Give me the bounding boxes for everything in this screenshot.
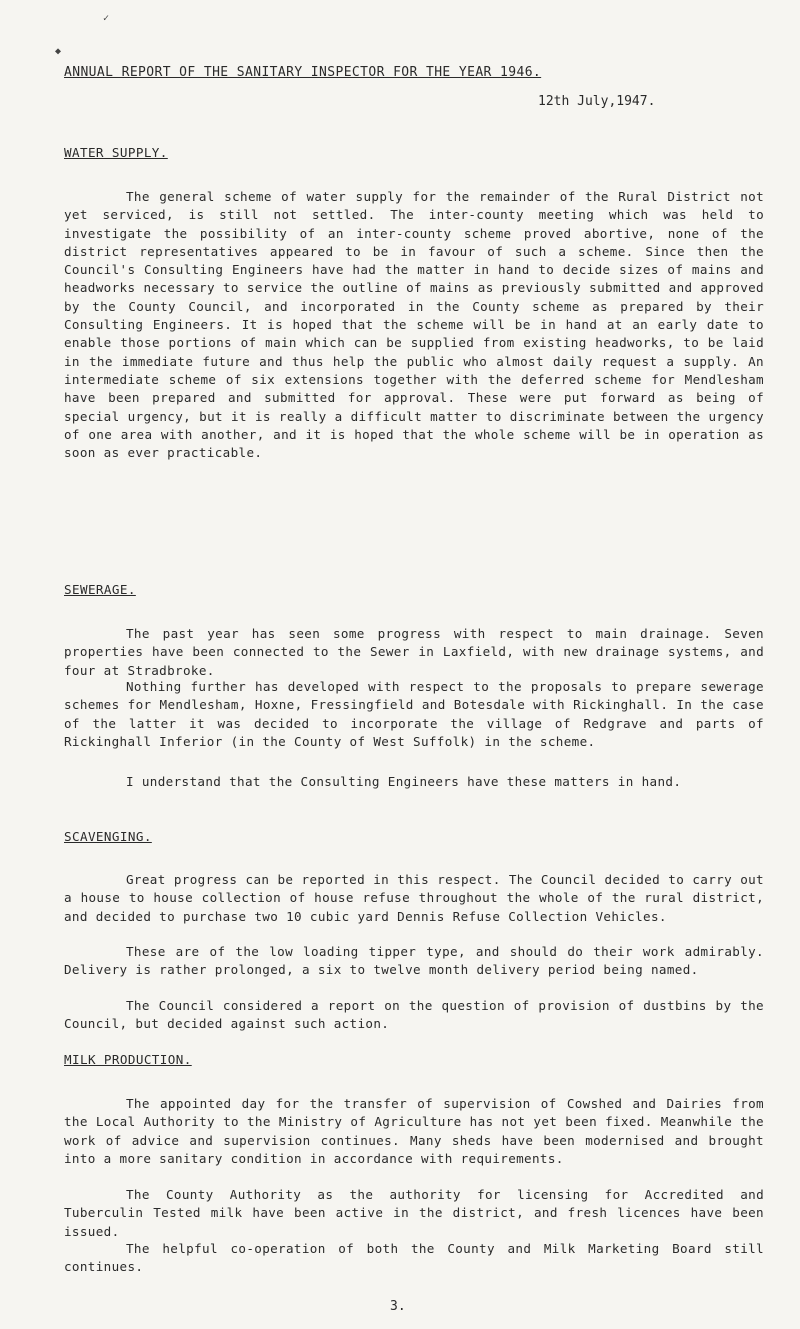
report-date: 12th July,1947.	[538, 94, 656, 109]
heading-scavenging: SCAVENGING.	[64, 829, 152, 844]
paragraph-milk-production-1: The appointed day for the transfer of supervision of Cowshed and Dairies from the Local Authority to the Ministry of Agriculture has not yet been fixed. Meanwhile the work of advice and supervision continues. Many sheds have been modernised and brought into a more sanitary condition in accordance with requirements.	[64, 1096, 764, 1166]
paragraph-milk-production-2: The County Authority as the authority for licensing for Accredited and Tuberculin Tested milk have been active in the district, and fresh licences have been issued.	[64, 1187, 764, 1239]
paragraph-sewerage-1: The past year has seen some progress with respect to main drainage. Seven properties have been connected to the Sewer in Laxfield, with new drainage systems, and four at Stradbroke.	[64, 626, 764, 678]
page-number: 3.	[390, 1299, 406, 1314]
paragraph-scavenging-2: These are of the low loading tipper type, and should do their work admirably. Delivery is rather prolonged, a six to twelve month delivery period being named.	[64, 944, 764, 978]
paragraph-sewerage-3: I understand that the Consulting Engineers have these matters in hand.	[126, 774, 682, 789]
paragraph-scavenging-3: The Council considered a report on the question of provision of dustbins by the Council, but decided against such action.	[64, 998, 764, 1032]
paragraph-water-supply-1: The general scheme of water supply for the remainder of the Rural District not yet serviced, is still not settled. The inter-county meeting which was held to investigate the possibility of an inter-county scheme proved abortive, none of the district representatives appeared to be in favour of such a scheme. Since then the Council's Consulting Engineers have had the matter in hand to decide sizes of mains and headworks necessary to service the outline of mains as previously submitted and approved by the County Council, and incorporated in the County scheme as prepared by their Consulting Engineers. It is hoped that the scheme will be in hand at an early date to enable those portions of main which can be supplied from existing headworks, to be laid in the immediate future and thus help the public who almost daily request a supply. An intermediate scheme of six extensions together with the deferred scheme for Mendlesham have been prepared and submitted for approval. These were put forward as being of special urgency, but it is really a difficult matter to discriminate between the urgency of one area with another, and it is hoped that the whole scheme will be in operation as soon as ever practicable.	[64, 189, 764, 461]
report-title: ANNUAL REPORT OF THE SANITARY INSPECTOR FOR THE YEAR 1946.	[64, 65, 542, 80]
bullet-mark: ◆	[55, 46, 62, 57]
paragraph-sewerage-2: Nothing further has developed with respect to the proposals to prepare sewerage schemes for Mendlesham, Hoxne, Fressingfield and Botesdale with Rickinghall. In the case of the latter it was decided to incorporate the village of Redgrave and parts of Rickinghall Inferior (in the County of West Suffolk) in the scheme.	[64, 679, 764, 749]
heading-sewerage: SEWERAGE.	[64, 582, 136, 597]
paragraph-scavenging-1: Great progress can be reported in this respect. The Council decided to carry out a house to house collection of house refuse throughout the whole of the rural district, and decided to purchase two 10 cubic yard Dennis Refuse Collection Vehicles.	[64, 872, 764, 924]
heading-water-supply: WATER SUPPLY.	[64, 145, 168, 160]
paragraph-milk-production-3: The helpful co-operation of both the County and Milk Marketing Board still continues.	[64, 1241, 764, 1275]
tick-mark: ✓	[103, 13, 110, 24]
heading-milk-production: MILK PRODUCTION.	[64, 1052, 192, 1067]
